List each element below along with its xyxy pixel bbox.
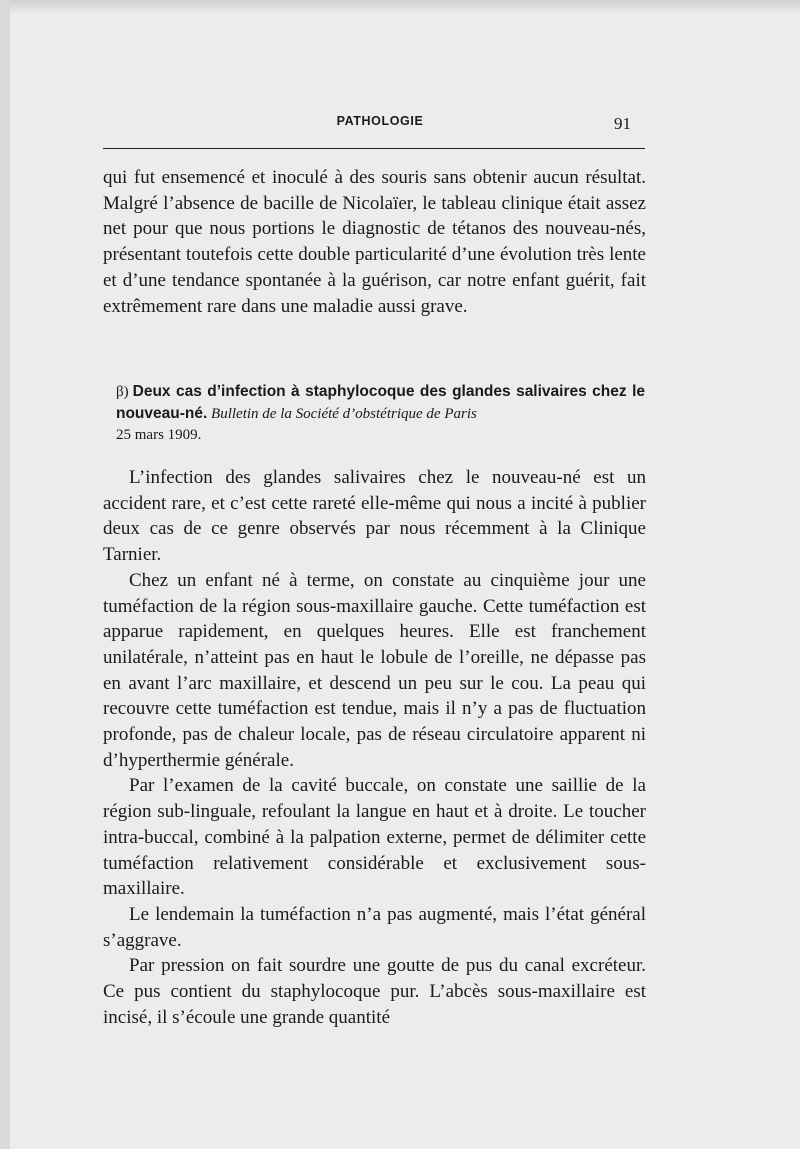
body-paragraph: Par l’examen de la cavité buccale, on constate une saillie de la région sub-linguale, refoulant la langue en haut et à droite. Le toucher intra-buccal, combiné à la palpation externe, permet de délimiter cette tuméfaction relativement considérable et exclusivement sous-maxillaire. [103, 775, 646, 900]
bibliographic-reference [116, 381, 645, 446]
page-number: 91 [614, 114, 631, 133]
page-header [10, 114, 800, 136]
reference-date: 25 mars 1909. [116, 427, 202, 443]
text-block-main [103, 465, 646, 1030]
header-rule [103, 148, 645, 149]
running-title: PATHOLOGIE [336, 114, 424, 128]
book-page [10, 0, 800, 1149]
body-paragraph: Par pression on fait sourdre une goutte de pus du canal excréteur. Ce pus contient du staphylocoque pur. L’abcès sous-maxillaire est incisé, il s’écoule une grande quantité [103, 955, 646, 1028]
text-block-top [103, 165, 646, 319]
reference-title: Deux cas d’infection à staphylocoque des glandes salivaires chez le nouveau-né. [116, 383, 645, 422]
continued-paragraph: qui fut ensemencé et inoculé à des souris sans obtenir aucun résultat. Malgré l’absence de bacille de Nicolaïer, le tableau clinique était assez net pour que nous portions le diagnostic de tétanos des nouveau-nés, présentant toutefois cette double particularité d’une évolution très lente et d’une tendance spontanée à la guérison, car notre enfant guérit, fait extrêmement rare dans une maladie aussi grave. [103, 167, 646, 317]
reference-marker: β) [116, 384, 129, 400]
reference-source: Bulletin de la Société d’obstétrique de Paris [211, 406, 477, 422]
body-paragraph: Le lendemain la tuméfaction n’a pas augmenté, mais l’état général s’aggrave. [103, 903, 646, 951]
body-paragraph: L’infection des glandes salivaires chez le nouveau-né est un accident rare, et c’est cette rareté elle-même qui nous a incité à publier deux cas de ce genre observés par nous récemment à la Clinique Tarnier. [103, 467, 646, 566]
body-paragraph: Chez un enfant né à terme, on constate au cinquième jour une tuméfaction de la région sous-maxillaire gauche. Cette tuméfaction est apparue rapidement, en quelques heures. Elle est franchement unilatérale, n’atteint pas en haut le lobule de l’oreille, ne dépasse pas en avant l’arc maxillaire, et descend un peu sur le cou. La peau qui recouvre cette tuméfaction est tendue, mais il n’y a pas de fluctuation profonde, pas de chaleur locale, pas de réseau circulatoire apparent ni d’hyperthermie générale. [103, 569, 646, 771]
